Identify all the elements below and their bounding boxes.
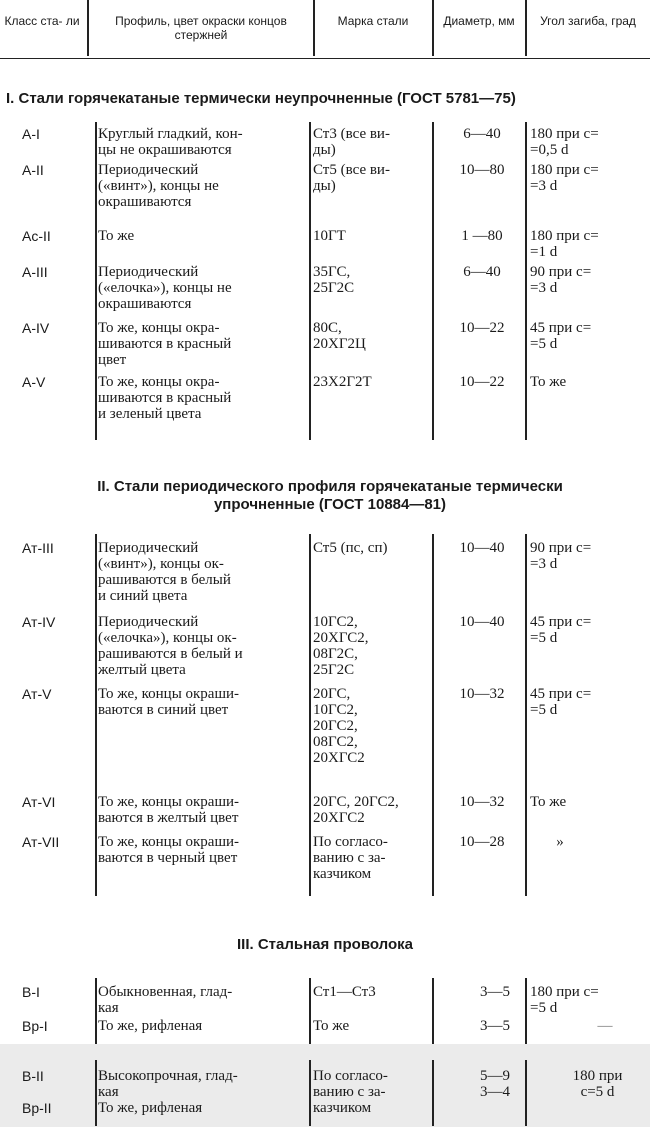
profile-description: То же, концы окраши- ваются в синий цвет [98,686,240,718]
header-divider [87,0,89,56]
table-header [0,0,650,59]
column-divider [309,534,311,896]
column-divider [309,1060,311,1126]
diameter: 10—22 [459,320,505,336]
profile-description: То же, концы окра- шиваются в красный и зеленый цвета [98,374,232,422]
steel-class: Ат-V [22,686,52,702]
steel-grade: казчиком [313,1100,372,1116]
header-divider [525,0,527,56]
profile-description: То же, концы окра- шиваются в красный цвет [98,320,232,368]
header-divider [313,0,315,56]
profile-description: Круглый гладкий, кон- цы не окрашиваются [98,126,243,158]
profile-description: То же, концы окраши- ваются в черный цвет [98,834,240,866]
profile-description: То же, концы окраши- ваются в желтый цвет [98,794,240,826]
steel-grade: 23Х2Г2Т [313,374,372,390]
profile-description: Периодический («елочка»), концы ок- рашиваются в белый и желтый цвета [98,614,243,678]
steel-class: Ат-VI [22,794,56,810]
steel-class: А-III [22,264,48,280]
bend-angle: 180 при с= =3 d [530,162,599,194]
steel-class: А-II [22,162,44,178]
steel-grade: Ст5 (пс, сп) [313,540,388,556]
header-class: Класс ста- ли [4,14,80,28]
steel-grade: 20ГС, 10ГС2, 20ГС2, 08ГС2, 20ХГС2 [313,686,365,766]
diameter: 10—40 [459,540,505,556]
bend-angle: 180 при с= =0,5 d [530,126,599,158]
header-grade: Марка стали [337,14,409,28]
diameter: 10—80 [459,162,505,178]
steel-grade: Ст1—Ст3 [313,984,376,1000]
steel-grade: 20ГС, 20ГС2, 20ХГС2 [313,794,399,826]
diameter: 10—28 [459,834,505,850]
steel-class: В-II [22,1068,44,1084]
bend-angle: 180 при с= =1 d [530,228,599,260]
steel-grade: Ст3 (все ви- ды) [313,126,390,158]
steel-grade: 35ГС, 25Г2С [313,264,355,296]
steel-grade: Ст5 (все ви- ды) [313,162,390,194]
profile-description: То же, рифленая [98,1100,203,1116]
bend-angle: 45 при с= =5 d [530,614,592,646]
steel-class: Ат-III [22,540,54,556]
diameter: 10—22 [459,374,505,390]
diameter: 6—40 [463,126,501,142]
steel-grade: По согласо- ванию с за- казчиком [313,834,388,882]
profile-description: Периодический («винт»), концы ок- рашиваются в белый и синий цвета [98,540,231,604]
diameter: 3—4 [480,1084,510,1100]
steel-class: А-I [22,126,40,142]
diameter: 5—9 [480,1068,510,1084]
profile-description: То же, рифленая [98,1018,203,1034]
diameter: 10—32 [459,794,505,810]
column-divider [525,534,527,896]
steel-grade: То же [313,1018,350,1034]
bend-angle: 45 при с= =5 d [530,320,592,352]
column-divider [525,122,527,440]
diameter: 10—40 [459,614,505,630]
steel-class: Ат-VII [22,834,60,850]
column-divider [309,122,311,440]
section-2-title: II. Стали периодического профиля горячекатаные термически упрочненные (ГОСТ 10884—81) [97,478,563,513]
bend-angle: 45 при с= =5 d [530,686,592,718]
profile-description: Периодический («винт»), концы не окрашиваются [98,162,219,210]
steel-class: Ас-II [22,228,51,244]
diameter: 6—40 [463,264,501,280]
diameter: 10—32 [459,686,505,702]
steel-grade: 10ГС2, 20ХГС2, 08Г2С, 25Г2С [313,614,369,678]
diameter: 3—5 [480,1018,510,1034]
steel-class: А-IV [22,320,50,336]
bend-angle: 180 при с=5 d [572,1068,623,1100]
header-divider [432,0,434,56]
bend-angle: 90 при с= =3 d [530,540,592,572]
bend-angle: — [597,1018,613,1034]
diameter: 3—5 [480,984,510,1000]
steel-class: Вр-I [22,1018,48,1034]
header-diameter: Диаметр, мм [443,14,515,28]
bend-angle: 180 при с= =5 d [530,984,599,1016]
steel-class: В-I [22,984,40,1000]
header-angle: Угол загиба, град [540,14,636,28]
header-profile: Профиль, цвет окраски концов стержней [115,14,287,42]
steel-class: А-V [22,374,46,390]
column-divider [525,1060,527,1126]
bend-angle: То же [530,374,567,390]
column-divider [95,1060,97,1126]
section-1-title: I. Стали горячекатаные термически неупрочненные (ГОСТ 5781—75) [6,90,516,107]
steel-class: Ат-IV [22,614,56,630]
diameter: 1 —80 [461,228,503,244]
section-3-title: III. Стальная проволока [237,936,413,953]
steel-class: Вр-II [22,1100,52,1116]
profile-description: Высокопрочная, глад- кая [98,1068,238,1100]
bend-angle: 90 при с= =3 d [530,264,592,296]
bend-angle: То же [530,794,567,810]
steel-grade: 80С, 20ХГ2Ц [313,320,366,352]
bend-angle: » [556,834,564,850]
steel-grade: 10ГТ [313,228,346,244]
column-divider [95,122,97,440]
steel-grade: По согласо- ванию с за- [313,1068,388,1100]
profile-description: Периодический («елочка»), концы не окрашиваются [98,264,232,312]
profile-description: Обыкновенная, глад- кая [98,984,233,1016]
column-divider [95,534,97,896]
profile-description: То же [98,228,135,244]
